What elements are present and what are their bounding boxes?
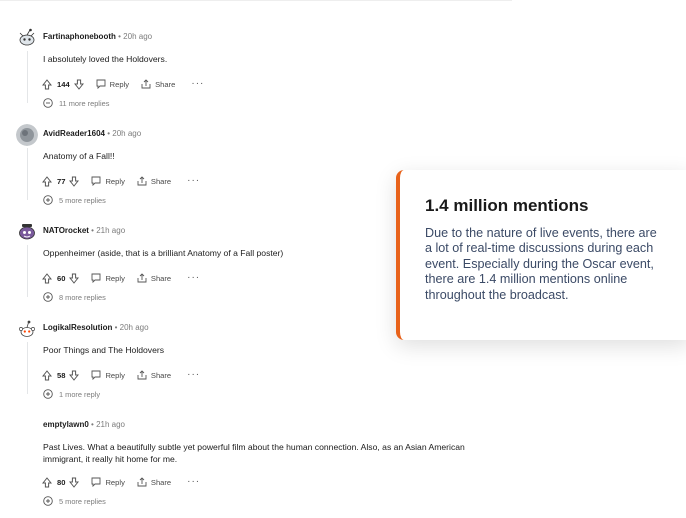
share-button[interactable]: Share — [137, 176, 171, 186]
reply-button[interactable]: Reply — [91, 176, 124, 186]
speech-bubble-icon — [91, 370, 101, 380]
more-replies-link[interactable]: 1 more reply — [43, 389, 100, 399]
author-name[interactable]: AvidReader1604 — [43, 129, 105, 138]
vote-group — [42, 176, 79, 187]
comment-actions — [42, 475, 200, 489]
downvote-icon[interactable] — [69, 176, 79, 187]
upvote-icon[interactable] — [42, 79, 52, 90]
snoo-avatar-icon — [16, 318, 38, 340]
share-icon — [137, 176, 147, 186]
comment-actions — [42, 368, 200, 382]
share-icon — [137, 370, 147, 380]
timestamp: 21h ago — [96, 226, 126, 235]
comment-actions — [42, 174, 200, 188]
share-button[interactable]: Share — [137, 273, 171, 283]
author-name[interactable]: emptylawn0 — [43, 420, 89, 429]
reply-button[interactable]: Reply — [96, 79, 129, 89]
comment-text: Anatomy of a Fall!! — [43, 151, 115, 161]
comment-header: AvidReader1604 • 20h ago — [43, 129, 142, 138]
vote-score: 144 — [57, 79, 70, 89]
reply-button[interactable]: Reply — [91, 477, 124, 487]
plus-circle-icon — [43, 98, 53, 108]
comment-actions — [42, 271, 200, 285]
callout-title: 1.4 million mentions — [425, 196, 589, 215]
comment-text: Past Lives. What a beautifully subtle yet powerful film about the human connection. Also, as an Asian American immigrant, it really hit home for me. — [43, 442, 465, 464]
author-name[interactable]: Fartinaphonebooth — [43, 32, 116, 41]
upvote-icon[interactable] — [42, 273, 52, 284]
plus-circle-icon — [43, 389, 53, 399]
thread-line[interactable] — [27, 342, 28, 394]
vote-group — [42, 79, 84, 90]
plus-circle-icon — [43, 195, 53, 205]
reply-button[interactable]: Reply — [91, 273, 124, 283]
comment — [0, 21, 510, 118]
profile-picture-icon — [16, 124, 38, 146]
more-options-button[interactable]: ··· — [187, 476, 201, 487]
avatar[interactable] — [16, 124, 38, 146]
downvote-icon[interactable] — [69, 273, 79, 284]
comment-header: NATOrocket • 21h ago — [43, 226, 126, 235]
speech-bubble-icon — [96, 79, 106, 89]
share-button[interactable]: Share — [137, 370, 171, 380]
timestamp: 21h ago — [96, 420, 125, 429]
vote-group — [42, 370, 79, 381]
upvote-icon[interactable] — [42, 176, 52, 187]
author-name[interactable]: NATOrocket — [43, 226, 89, 235]
snoo-avatar-icon — [16, 27, 38, 49]
speech-bubble-icon — [91, 176, 101, 186]
comment — [0, 409, 510, 518]
more-replies-link[interactable]: 5 more replies — [43, 496, 106, 506]
upvote-icon[interactable] — [42, 477, 52, 488]
thread-line[interactable] — [27, 148, 28, 200]
vote-group — [42, 273, 79, 284]
avatar[interactable] — [16, 221, 38, 243]
share-icon — [137, 477, 147, 487]
author-name[interactable]: LogikalResolution — [43, 323, 113, 332]
more-replies-link[interactable]: 8 more replies — [43, 292, 106, 302]
more-replies-link[interactable]: 11 more replies — [43, 98, 109, 108]
thread-line[interactable] — [27, 245, 28, 297]
comment-text: Oppenheimer (aside, that is a brilliant Anatomy of a Fall poster) — [43, 248, 284, 258]
more-options-button[interactable]: ··· — [187, 272, 201, 283]
downvote-icon[interactable] — [69, 370, 79, 381]
vote-score: 77 — [57, 176, 66, 186]
more-options-button[interactable]: ··· — [187, 369, 201, 380]
downvote-icon[interactable] — [74, 79, 84, 90]
timestamp: 20h ago — [123, 32, 153, 41]
comment-text: Poor Things and The Holdovers — [43, 345, 165, 355]
plus-circle-icon — [43, 292, 53, 302]
share-icon — [137, 273, 147, 283]
avatar[interactable] — [16, 27, 38, 49]
comment-header: Fartinaphonebooth • 20h ago — [43, 32, 153, 41]
plus-circle-icon — [43, 496, 53, 506]
timestamp: 20h ago — [119, 323, 149, 332]
vote-score: 60 — [57, 273, 66, 283]
downvote-icon[interactable] — [69, 477, 79, 488]
more-replies-link[interactable]: 5 more replies — [43, 195, 106, 205]
callout-description: Due to the nature of live events, there are a lot of real-time discussions during each event. Especially during the Oscar event, there are 1.4 million mentions online throughout the broadcast. — [425, 226, 657, 302]
thread-line[interactable] — [27, 51, 28, 103]
avatar[interactable] — [16, 318, 38, 340]
comment-header: emptylawn0 • 21h ago — [43, 420, 125, 429]
snoo-avatar-icon — [16, 221, 38, 243]
stat-callout-card — [396, 170, 686, 340]
speech-bubble-icon — [91, 273, 101, 283]
share-button[interactable]: Share — [137, 477, 171, 487]
reply-button[interactable]: Reply — [91, 370, 124, 380]
upvote-icon[interactable] — [42, 370, 52, 381]
share-button[interactable]: Share — [141, 79, 175, 89]
share-icon — [141, 79, 151, 89]
timestamp: 20h ago — [112, 129, 142, 138]
vote-score: 58 — [57, 370, 66, 380]
speech-bubble-icon — [91, 477, 101, 487]
more-options-button[interactable]: ··· — [187, 175, 201, 186]
comment-actions — [42, 77, 204, 91]
vote-group — [42, 477, 79, 488]
more-options-button[interactable]: ··· — [191, 78, 205, 89]
comment-header: LogikalResolution • 20h ago — [43, 323, 149, 332]
comment-text: I absolutely loved the Holdovers. — [43, 54, 168, 64]
vote-score: 80 — [57, 477, 66, 487]
